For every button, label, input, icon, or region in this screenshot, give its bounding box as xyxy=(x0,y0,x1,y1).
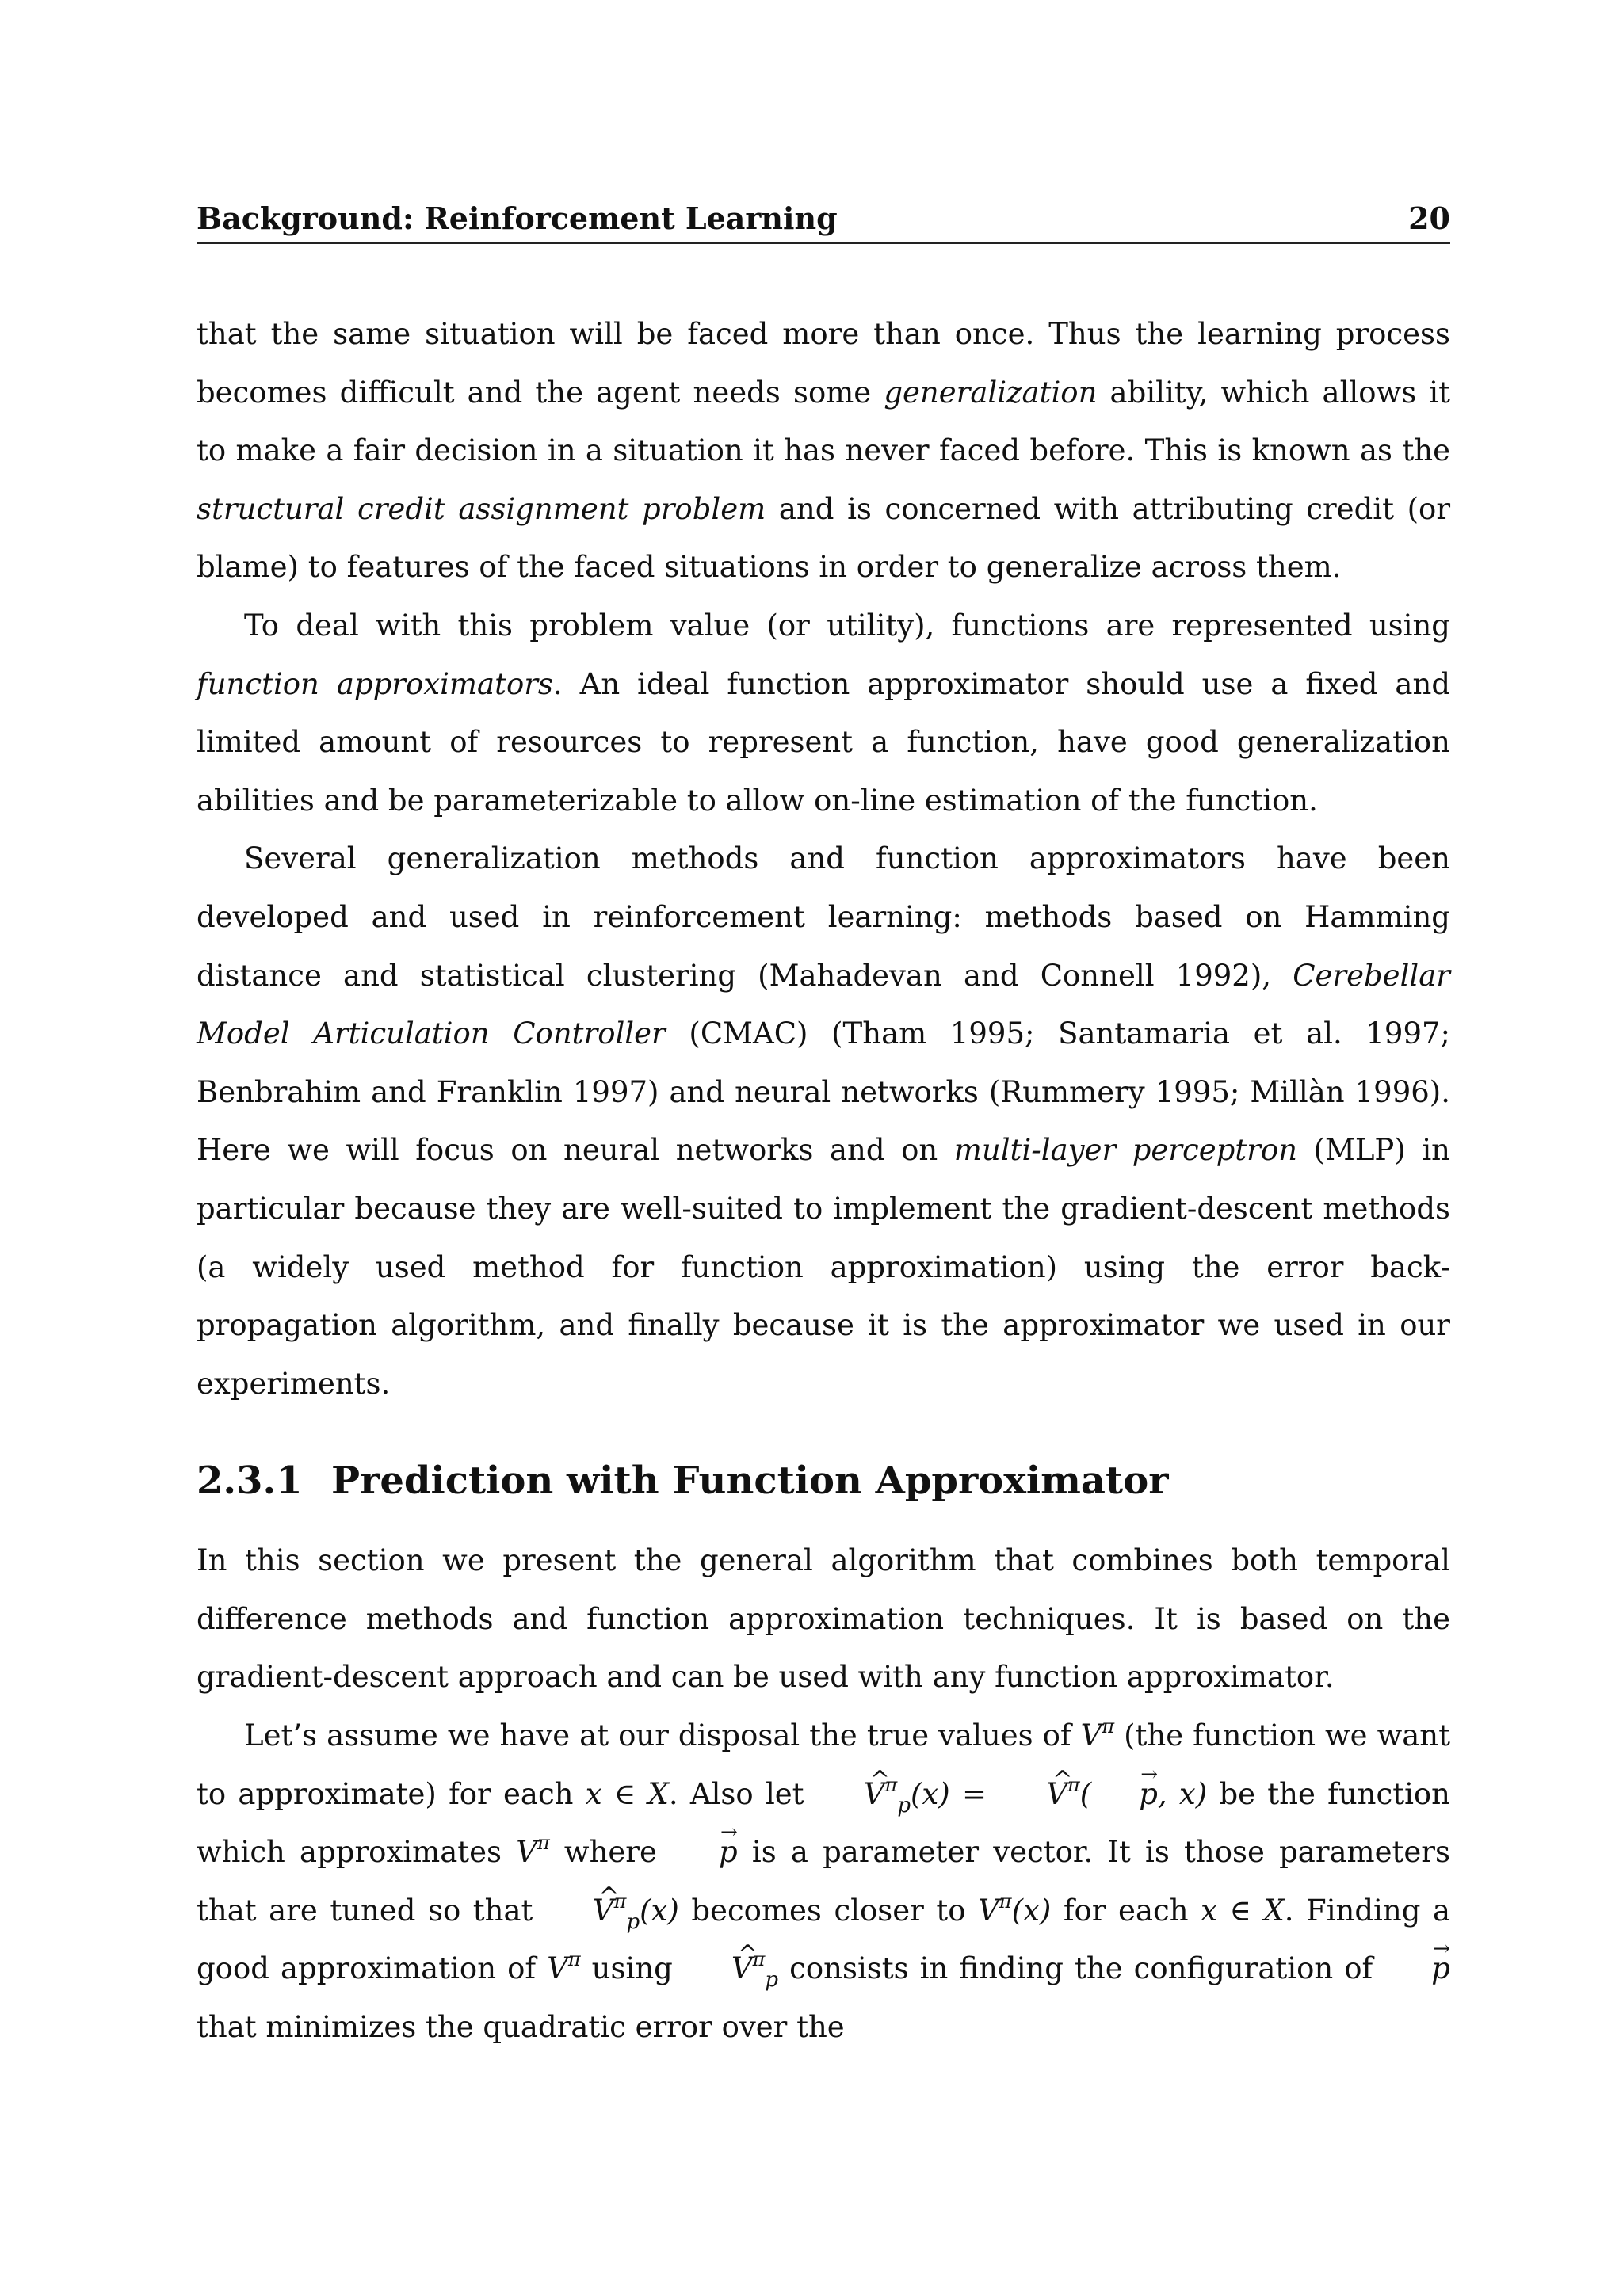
paragraph-2 xyxy=(197,597,1450,830)
para2-text-1: To deal with this problem value (or utility), functions are represented using xyxy=(244,608,1450,643)
math-paren: ( xyxy=(1079,1776,1092,1811)
math-subscript: p xyxy=(765,1968,779,1993)
math-vector-p: → p xyxy=(671,1823,738,1882)
math-superscript: π xyxy=(537,1832,550,1855)
para5-text-9: . Finding a good approximation of xyxy=(197,1893,1450,1986)
math-symbol: V xyxy=(547,1951,568,1986)
para5-text-2: (the function we want to approximate) for each xyxy=(197,1718,1451,1811)
math-superscript: π xyxy=(752,1948,766,1971)
para4-text: In this section we present the general algorithm that combines both temporal difference methods and function approximation techniques. It is based on the gradient-descent approach and can be used with any function approximator. xyxy=(197,1543,1450,1695)
math-x-in-X: x ∈ X xyxy=(585,1776,669,1811)
math-vector-p: → p xyxy=(1384,1939,1450,1998)
para2-emph-function-approximators: function approximators xyxy=(197,666,553,701)
math-argument: (x) xyxy=(910,1776,950,1811)
para5-text-5: where xyxy=(549,1835,672,1870)
math-symbol: ^ V xyxy=(999,1765,1067,1824)
para1-emph-credit-assignment: structural credit assignment problem xyxy=(197,491,766,526)
para1-text-2: ability, which allows it to make a fair decision in a situation it has never faced before. This is known as the xyxy=(197,375,1451,468)
para5-text-6: is a parameter vector. It is those parameters that are tuned so that xyxy=(197,1835,1450,1928)
paragraph-3 xyxy=(197,830,1450,1413)
para5-text-4: be the function which approximates xyxy=(197,1776,1451,1870)
math-vhat-definition xyxy=(816,1773,1208,1817)
math-superscript: π xyxy=(1102,1715,1115,1738)
page-number: 20 xyxy=(1408,200,1450,236)
para3-emph-mlp: multi-layer perceptron xyxy=(953,1133,1297,1168)
math-symbol: ^ V xyxy=(684,1939,753,1998)
para5-text-11: consists in finding the configuration of xyxy=(778,1951,1384,1986)
math-superscript: π xyxy=(884,1773,898,1796)
math-superscript: π xyxy=(999,1890,1012,1913)
math-vhat-of-x xyxy=(545,1890,679,1934)
para3-text-1: Several generalization methods and function approximators have been developed and used in reinforcement learning: methods based on Hamming distance and statistical clustering (Mahadevan and Connell 1992), xyxy=(197,841,1450,993)
math-superscript: π xyxy=(567,1948,581,1971)
running-header-title: Background: Reinforcement Learning xyxy=(197,200,838,236)
para5-text-8: for each xyxy=(1051,1893,1201,1928)
para3-text-2: (CMAC) (Tham 1995; Santamaria et al. 1997; Benbrahim and Franklin 1997) and neural networks (Rummery 1995; Millàn 1996). Here we will focus on neural networks and on xyxy=(197,1016,1450,1168)
math-superscript: π xyxy=(1067,1773,1080,1796)
math-subscript: p xyxy=(897,1793,911,1817)
para1-emph-generalization: generalization xyxy=(884,375,1098,410)
running-header xyxy=(197,200,1450,244)
math-argument: (x) xyxy=(640,1893,679,1928)
math-vector-p: → p xyxy=(1091,1765,1158,1824)
math-superscript: π xyxy=(613,1890,627,1913)
para2-text-2: . An ideal function approximator should use a fixed and limited amount of resources to represent a function, have good generalization abilities and be parameterizable to allow on-line estimation of the function. xyxy=(197,666,1450,818)
math-vhat-p xyxy=(684,1948,779,1993)
section-number: 2.3.1 xyxy=(197,1459,303,1504)
math-equals: = xyxy=(949,1776,999,1811)
math-v-pi xyxy=(516,1832,550,1870)
para1-text-1: that the same situation will be faced more than once. Thus the learning process becomes difficult and the agent needs some xyxy=(197,317,1450,410)
math-symbol: V xyxy=(516,1835,537,1870)
paragraph-5 xyxy=(197,1707,1450,2057)
math-symbol: ^ V xyxy=(816,1765,885,1824)
para3-text-3: (MLP) in particular because they are well-suited to implement the gradient-descent methods (a widely used method for function approximation) using the error back-propagation algorithm, and finally because it is the approximator we used in our experiments. xyxy=(197,1133,1451,1401)
math-argument: , x) xyxy=(1157,1776,1208,1811)
paragraph-4 xyxy=(197,1531,1450,1707)
para1-text-3: and is concerned with attributing credit (or blame) to features of the faced situations in order to generalize across them. xyxy=(197,491,1451,585)
para3-emph-cmac: Cerebellar Model Articulation Controller xyxy=(197,958,1450,1051)
para5-text-7: becomes closer to xyxy=(678,1893,979,1928)
body-text xyxy=(197,305,1450,2057)
section-title: Prediction with Function Approximator xyxy=(331,1459,1169,1504)
math-subscript: p xyxy=(626,1909,640,1934)
math-argument: (x) xyxy=(1011,1893,1052,1928)
math-v-pi xyxy=(547,1948,581,1986)
para5-text-3: . Also let xyxy=(668,1776,816,1811)
math-x-in-X: x ∈ X xyxy=(1201,1893,1285,1928)
para5-text-1: Let’s assume we have at our disposal the true values of xyxy=(244,1718,1081,1753)
para5-text-12: that minimizes the quadratic error over the xyxy=(197,2010,845,2045)
section-heading xyxy=(197,1457,1450,1505)
paragraph-1 xyxy=(197,305,1450,597)
para5-text-10: using xyxy=(580,1951,684,1986)
math-symbol: V xyxy=(978,1893,999,1928)
math-symbol: V xyxy=(1080,1718,1102,1753)
math-v-pi-of-x xyxy=(978,1890,1052,1928)
math-symbol: ^ V xyxy=(545,1882,614,1940)
